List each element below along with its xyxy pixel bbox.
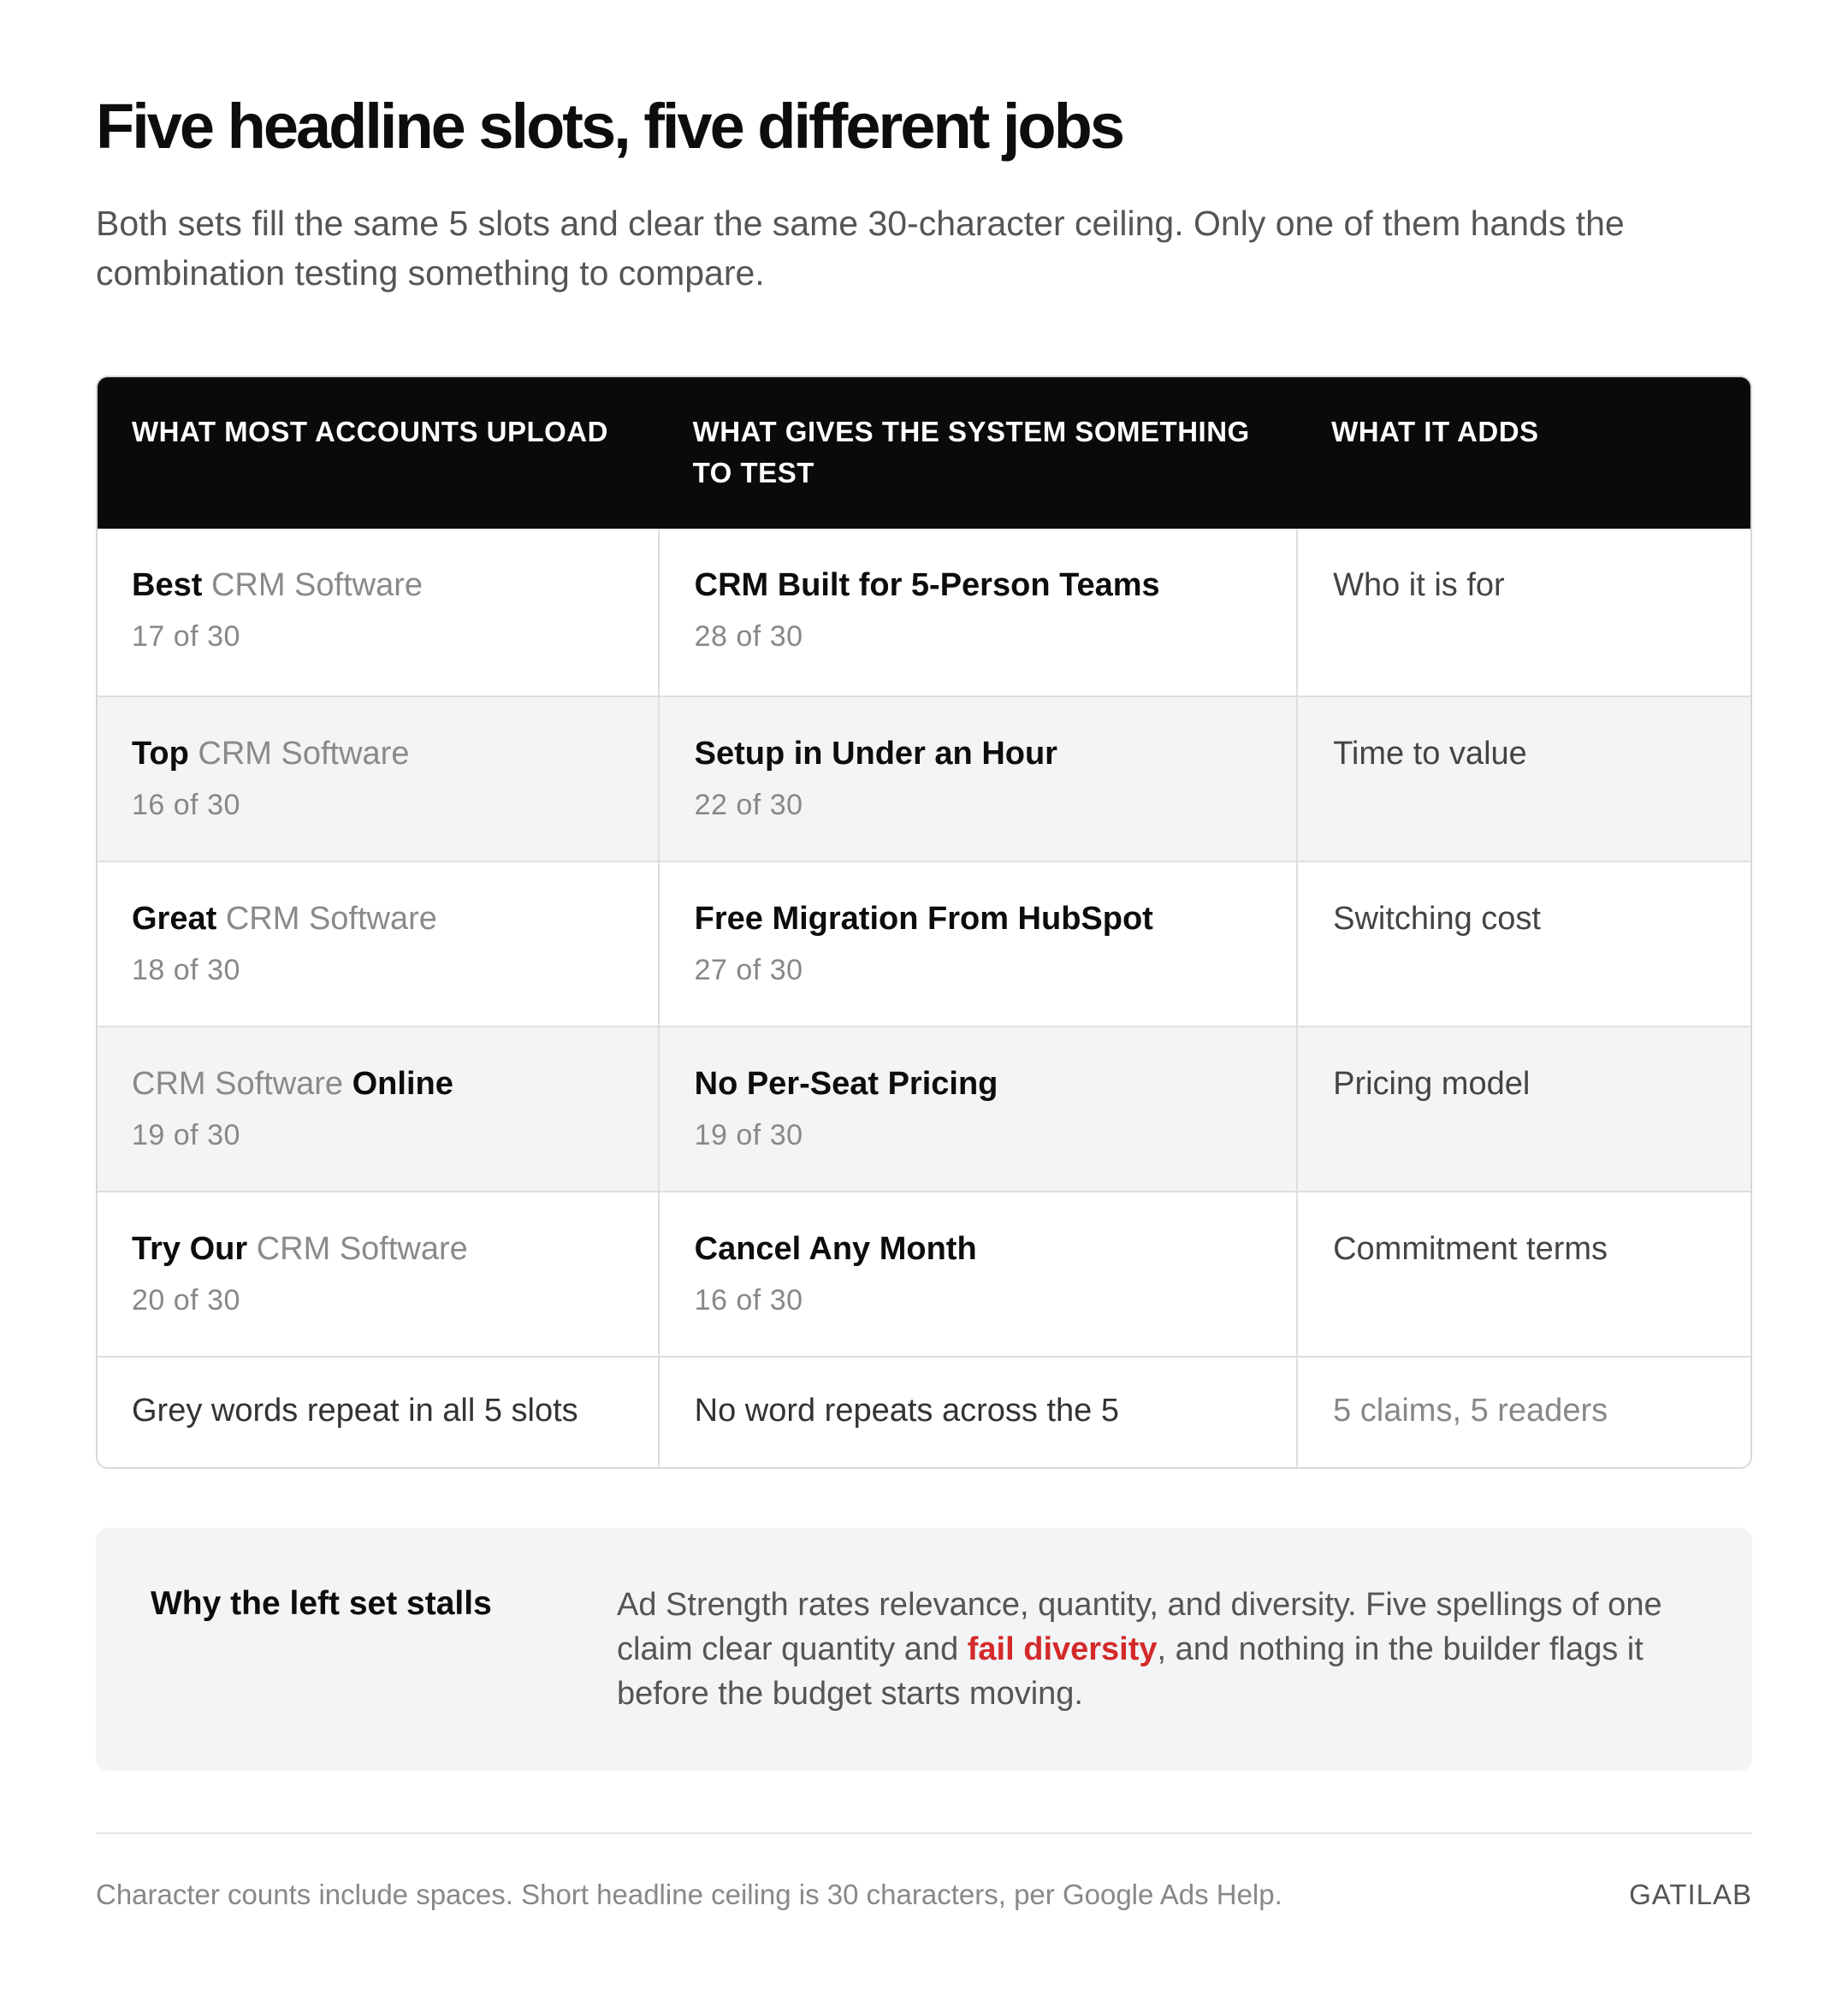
footnote: Character counts include spaces. Short headline ceiling is 30 characters, per Google Ads Help. xyxy=(96,1879,1282,1910)
headline-unique-word: Online xyxy=(352,1066,453,1102)
char-count: 18 of 30 xyxy=(132,954,240,986)
brand-name: GATILAB xyxy=(1629,1879,1752,1910)
column-header-test: WHAT GIVES THE SYSTEM SOMETHING TO TEST xyxy=(692,416,1250,488)
callout-body-start: Ad Strength rates relevance, quantity, and diversity. Five spellings of one claim clear quantity and xyxy=(617,1587,1662,1667)
upload-cell xyxy=(98,529,658,695)
adds-text: Who it is for xyxy=(1333,567,1505,603)
headline-unique-word: Great xyxy=(132,901,217,937)
adds-text: Time to value xyxy=(1333,736,1527,772)
adds-cell xyxy=(1296,862,1750,1026)
test-headline: Setup in Under an Hour xyxy=(694,736,1057,772)
adds-text: Switching cost xyxy=(1333,901,1541,937)
comparison-table xyxy=(96,376,1752,1469)
upload-cell xyxy=(98,862,658,1026)
table-header xyxy=(98,377,1750,529)
table-row xyxy=(98,1026,1750,1191)
adds-cell xyxy=(1296,1027,1750,1191)
callout-body-end: , and nothing in the builder flags it before the budget starts moving. xyxy=(617,1631,1644,1712)
page-title: Five headline slots, five different jobs xyxy=(96,91,1122,162)
callout-accent-text: fail diversity xyxy=(967,1631,1158,1667)
headline-unique-word: Best xyxy=(132,567,203,603)
table-row xyxy=(98,1191,1750,1356)
test-headline: No Per-Seat Pricing xyxy=(694,1066,998,1102)
char-count: 16 of 30 xyxy=(132,789,240,821)
summary-middle: No word repeats across the 5 xyxy=(694,1393,1119,1429)
callout-box xyxy=(96,1528,1752,1771)
test-cell xyxy=(658,697,1296,861)
callout-body xyxy=(617,1583,1712,1716)
summary-left-cell xyxy=(98,1358,658,1467)
headline-unique-word: Top xyxy=(132,736,189,772)
char-count: 19 of 30 xyxy=(694,1119,803,1151)
footer-divider xyxy=(96,1832,1752,1834)
test-cell xyxy=(658,862,1296,1026)
headline-repeated-words: CRM Software xyxy=(225,901,437,937)
summary-right: 5 claims, 5 readers xyxy=(1333,1393,1608,1429)
upload-cell xyxy=(98,1027,658,1191)
summary-right-cell xyxy=(1296,1358,1750,1467)
column-header-uploads: WHAT MOST ACCOUNTS UPLOAD xyxy=(132,416,608,447)
char-count: 17 of 30 xyxy=(132,620,240,653)
headline-repeated-words: CRM Software xyxy=(210,567,423,603)
test-headline: CRM Built for 5-Person Teams xyxy=(694,567,1160,603)
adds-cell xyxy=(1296,697,1750,861)
upload-cell xyxy=(98,1192,658,1356)
char-count: 16 of 30 xyxy=(694,1284,803,1317)
char-count: 27 of 30 xyxy=(694,954,803,986)
adds-text: Commitment terms xyxy=(1333,1231,1608,1267)
headline-repeated-words: CRM Software xyxy=(256,1231,468,1267)
test-cell xyxy=(658,1192,1296,1356)
upload-headline xyxy=(132,1228,641,1269)
table-row xyxy=(98,695,1750,861)
adds-cell xyxy=(1296,529,1750,695)
test-headline: Cancel Any Month xyxy=(694,1231,977,1267)
table-row xyxy=(98,529,1750,695)
upload-headline xyxy=(132,733,641,774)
char-count: 28 of 30 xyxy=(694,620,803,653)
char-count: 19 of 30 xyxy=(132,1119,240,1151)
column-header-adds: WHAT IT ADDS xyxy=(1331,416,1539,447)
upload-headline xyxy=(132,898,641,939)
upload-cell xyxy=(98,697,658,861)
headline-repeated-words: CRM Software xyxy=(132,1066,344,1102)
upload-headline xyxy=(132,565,641,606)
test-headline: Free Migration From HubSpot xyxy=(694,901,1153,937)
headline-repeated-words: CRM Software xyxy=(198,736,410,772)
adds-cell xyxy=(1296,1192,1750,1356)
callout-title: Why the left set stalls xyxy=(151,1585,492,1622)
test-cell xyxy=(658,529,1296,695)
page-subtitle: Both sets fill the same 5 slots and clear the same 30-character ceiling. Only one of them hands the combination testing something to compare. xyxy=(96,204,1625,293)
headline-unique-word: Try Our xyxy=(132,1231,248,1267)
adds-text: Pricing model xyxy=(1333,1066,1531,1102)
char-count: 20 of 30 xyxy=(132,1284,240,1317)
summary-middle-cell xyxy=(658,1358,1296,1467)
test-cell xyxy=(658,1027,1296,1191)
summary-left: Grey words repeat in all 5 slots xyxy=(132,1393,578,1429)
summary-row xyxy=(98,1356,1750,1467)
char-count: 22 of 30 xyxy=(694,789,803,821)
table-row xyxy=(98,861,1750,1026)
upload-headline xyxy=(132,1063,641,1104)
